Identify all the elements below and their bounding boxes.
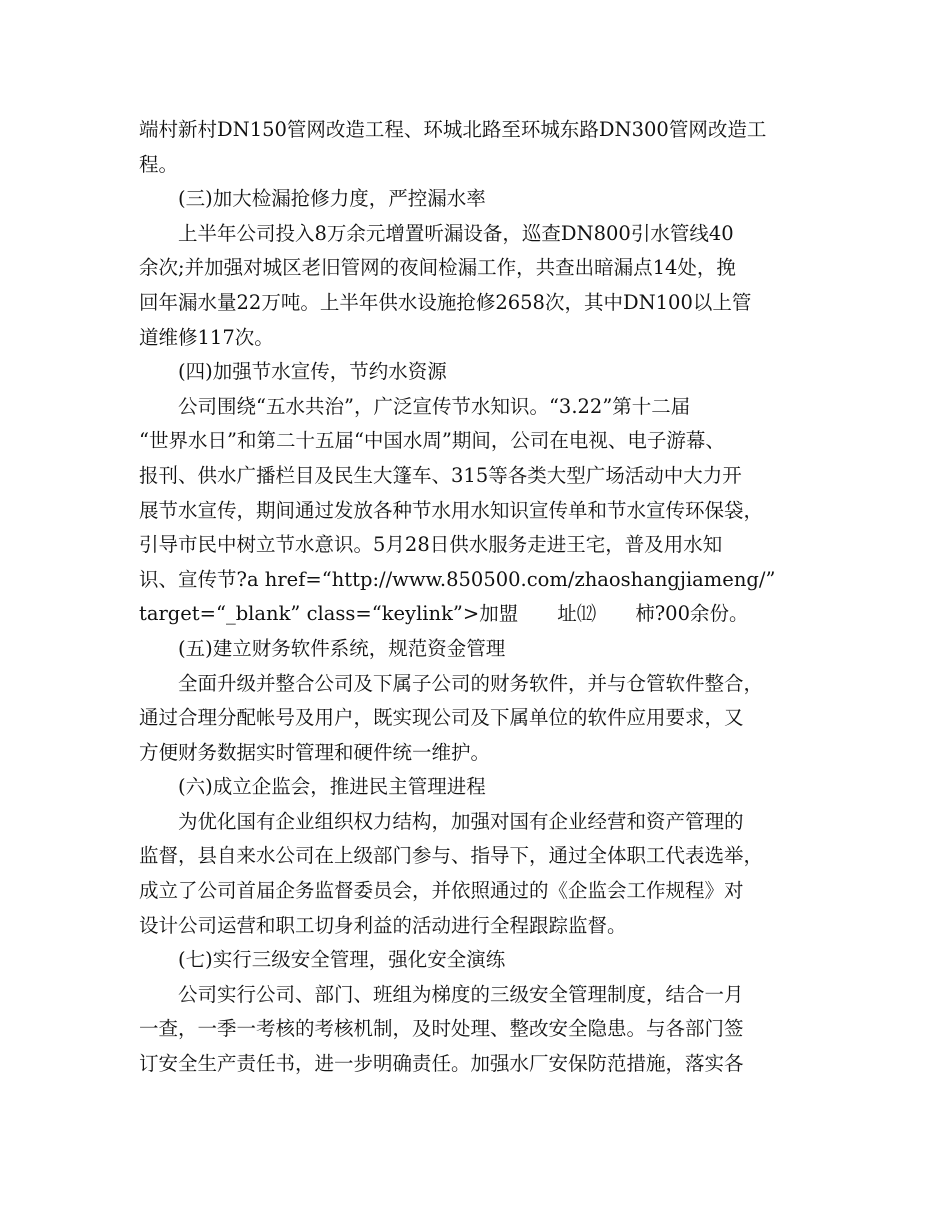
text-line: 设计公司运营和职工切身利益的活动进行全程跟踪监督。	[139, 913, 627, 937]
text-line: (五)建立财务软件系统，规范资金管理	[178, 636, 506, 660]
text-line: 公司实行公司、部门、班组为梯度的三级安全管理制度，结合一月	[178, 982, 744, 1006]
section-heading	[139, 943, 815, 978]
text-line: 引导市民中树立节水意识。5月28日供水服务走进王宅，普及用水知	[139, 533, 723, 557]
text-line: 监督，县自来水公司在上级部门参与、指导下，通过全体职工代表选举，	[139, 844, 764, 868]
text-line: 回年漏水量22万吨。上半年供水设施抢修2658次，其中DN100以上管	[139, 290, 752, 314]
text-line: “世界水日”和第二十五届“中国水周”期间，公司在电视、电子游幕、	[139, 429, 725, 453]
text-line: 订安全生产责任书，进一步明确责任。加强水厂安保防范措施，落实各	[139, 1052, 744, 1076]
text-line: 识、宣传节?a href=“http://www.850500.com/zhaoshangjiameng/”	[139, 567, 776, 591]
document-body	[139, 113, 815, 1082]
text-line: 为优化国有企业组织权力结构，加强对国有企业经营和资产管理的	[178, 809, 744, 833]
body-paragraph	[139, 978, 815, 1082]
text-line: 上半年公司投入8万余元增置听漏设备，巡查DN800引水管线40	[178, 221, 734, 245]
text-line: 方便财务数据实时管理和硬件统一维护。	[139, 740, 491, 764]
text-line: 报刊、供水广播栏目及民生大篷车、315等各类大型广场活动中大力开	[139, 463, 742, 487]
body-paragraph	[139, 113, 815, 182]
text-line: 公司围绕“五水共治”，广泛宣传节水知识。“3.22”第十二届	[178, 394, 691, 418]
text-line: 余次;并加强对城区老旧管网的夜间检漏工作，共查出暗漏点14处，挽	[139, 256, 736, 280]
section-heading	[139, 182, 815, 217]
text-line: 程。	[139, 152, 179, 176]
text-line: 通过合理分配帐号及用户，既实现公司及下属单位的软件应用要求，又	[139, 706, 744, 730]
body-paragraph	[139, 217, 815, 355]
text-line: 道维修117次。	[139, 325, 274, 349]
section-heading	[139, 632, 815, 667]
body-paragraph	[139, 805, 815, 943]
text-line: 成立了公司首届企务监督委员会，并依照通过的《企监会工作规程》对	[139, 879, 744, 903]
text-line: 展节水宣传，期间通过发放各种节水用水知识宣传单和节水宣传环保袋，	[139, 498, 764, 522]
text-line: 全面升级并整合公司及下属子公司的财务软件，并与仓管软件整合，	[178, 671, 764, 695]
section-heading	[139, 770, 815, 805]
body-paragraph	[139, 390, 815, 632]
text-line: 端村新村DN150管网改造工程、环城北路至环城东路DN300管网改造工	[139, 118, 767, 141]
text-line: (三)加大检漏抢修力度，严控漏水率	[178, 187, 486, 211]
section-heading	[139, 355, 815, 390]
body-paragraph	[139, 667, 815, 771]
text-line: target=“_blank” class=“keylink”>加盟 址⑿ 柿?00余份。	[139, 602, 749, 626]
text-line: (四)加强节水宣传，节约水资源	[178, 360, 447, 384]
text-line: (六)成立企监会，推进民主管理进程	[178, 775, 486, 799]
text-line: 一查，一季一考核的考核机制，及时处理、整改安全隐患。与各部门签	[139, 1017, 744, 1041]
text-line: (七)实行三级安全管理，强化安全演练	[178, 948, 506, 972]
